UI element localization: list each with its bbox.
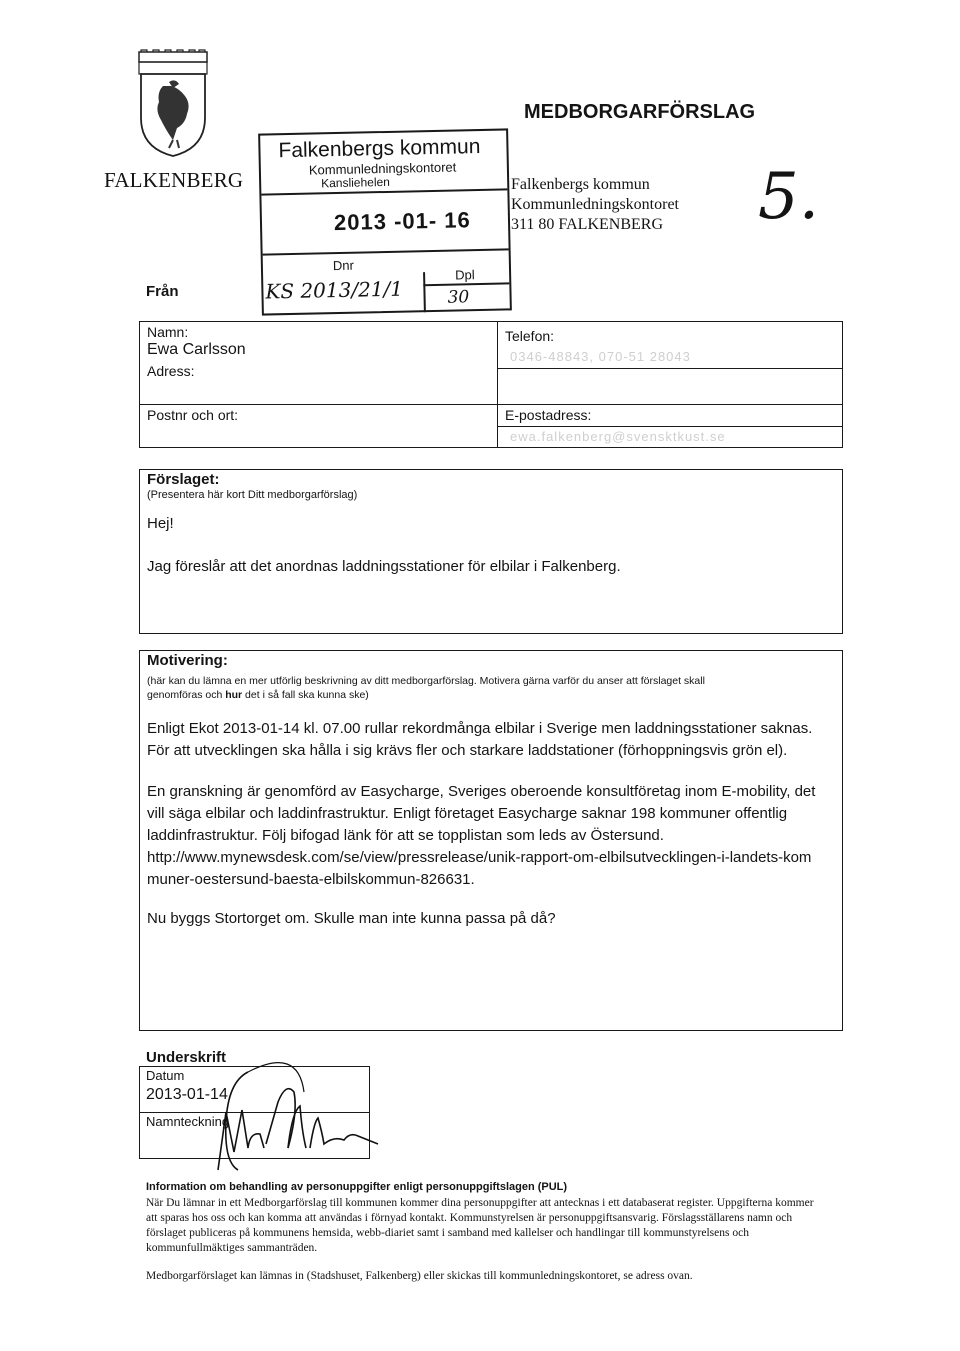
name-value: Ewa Carlsson <box>147 341 246 358</box>
signature-name-label: Namnteckning <box>146 1114 230 1129</box>
motivation-hint-line-1: (här kan du lämna en mer utförlig beskrivning av ditt medborgarförslag. Motivera gärna varför du anser att förslaget skall <box>147 675 705 687</box>
pul-line: kommunfullmäktiges sammanträden. <box>146 1242 318 1254</box>
proposal-greeting: Hej! <box>147 515 174 532</box>
municipality-name: FALKENBERG <box>104 168 244 192</box>
motivation-hint-bold: hur <box>225 689 243 701</box>
stamp-office: Kommunledningskontoret <box>308 159 457 178</box>
stamp-department: Kansliehelen <box>321 174 391 191</box>
motivation-link-line: muner-oestersund-baesta-elbilskommun-826631. <box>147 871 475 888</box>
stamp-date: 2013 -01- 16 <box>333 207 471 236</box>
sender-box-divider <box>497 321 498 448</box>
pul-line: att sparas hos oss och kan komma att användas i förnyad kontakt. Kommunstyrelsen är personuppgiftsansvarig. Förslagsställarens namn och <box>146 1212 793 1224</box>
motivation-line: Enligt Ekot 2013-01-14 kl. 07.00 rullar rekordmånga elbilar i Sverige men laddningsstationer saknas. <box>147 720 813 737</box>
name-label: Namn: <box>147 324 189 340</box>
motivation-hint-line-2 <box>147 689 369 701</box>
signature-heading: Underskrift <box>146 1049 227 1066</box>
motivation-link-line: http://www.mynewsdesk.com/se/view/pressrelease/unik-rapport-om-elbilsutvecklingen-i-landets-kom <box>147 849 812 866</box>
recipient-line-2: Kommunledningskontoret <box>511 196 679 213</box>
date-label: Datum <box>146 1068 185 1083</box>
sender-row-line-3 <box>498 426 843 427</box>
motivation-paragraph-2 <box>147 781 815 891</box>
stamp-dpl-label: Dpl <box>454 267 475 283</box>
sender-row-line-2 <box>139 404 843 405</box>
recipient-line-1: Falkenbergs kommun <box>511 176 650 193</box>
recipient-address <box>511 175 679 235</box>
motivation-line: laddinfrastruktur. Följ bifogad länk för att se topplistan som leds av Östersund. <box>147 827 664 844</box>
proposal-hint: (Presentera här kort Ditt medborgarförslag) <box>147 489 358 501</box>
recipient-line-3: 311 80 FALKENBERG <box>511 216 663 233</box>
submission-note: Medborgarförslaget kan lämnas in (Stadshuset, Falkenberg) eller skickas till kommunledningskontoret, se adress ovan. <box>146 1270 693 1282</box>
pul-line: förslaget publiceras på kommunens hemsida, webb-diariet samt i samband med kallelser och handlingar till kommunstyrelsens och <box>146 1227 749 1239</box>
motivation-line: Nu byggs Stortorget om. Skulle man inte kunna passa på då? <box>147 910 556 927</box>
pul-text <box>146 1196 814 1256</box>
proposal-text: Jag föreslår att det anordnas laddningsstationer för elbilar i Falkenberg. <box>147 558 621 575</box>
form-title: MEDBORGARFÖRSLAG <box>524 101 756 123</box>
pul-heading: Information om behandling av personuppgifter enligt personuppgiftslagen (PUL) <box>146 1181 568 1193</box>
phone-label: Telefon: <box>505 328 555 344</box>
motivation-line: För att utvecklingen ska hålla i sig krävs fler och starkare laddstationer (förhoppningsvis grön el). <box>147 742 788 759</box>
stamp-dpl-value: 30 <box>447 287 470 308</box>
pul-line: När Du lämnar in ett Medborgarförslag till kommunen kommer dina personuppgifter att antecknas i ett databaserat register. Uppgifterna kommer <box>146 1197 814 1209</box>
motivation-paragraph-3 <box>147 908 556 930</box>
motivation-heading: Motivering: <box>147 652 228 669</box>
handwritten-signature <box>178 1052 398 1174</box>
address-label: Adress: <box>147 363 195 379</box>
motivation-line: En granskning är genomförd av Easycharge, Sveriges oberoende konsultföretag inom E-mobility, det <box>147 783 816 800</box>
stamp-municipality: Falkenbergs kommun <box>278 134 481 163</box>
received-stamp <box>258 128 512 315</box>
phone-value: 0346-48843, 070-51 28043 <box>510 349 691 364</box>
stamp-divider-1 <box>261 188 507 195</box>
stamp-divider-2 <box>263 248 509 255</box>
falkenberg-coat-of-arms-logo <box>133 48 213 158</box>
stamp-dnr-label: Dnr <box>332 257 355 274</box>
motivation-paragraph-1 <box>147 718 812 762</box>
postal-label: Postnr och ort: <box>147 407 239 423</box>
from-heading: Från <box>146 283 179 300</box>
sender-row-line-1 <box>498 368 843 369</box>
stamp-divider-3 <box>423 272 426 312</box>
proposal-heading: Förslaget: <box>147 471 220 488</box>
stamp-dnr-value: KS 2013/21/1 <box>265 276 404 304</box>
date-value: 2013-01-14 <box>146 1086 228 1103</box>
handwritten-number: 5. <box>758 160 820 234</box>
email-value: ewa.falkenberg@svensktkust.se <box>510 429 726 444</box>
motivation-hint-part-a: genomföras och <box>147 689 226 701</box>
motivation-line: vill säga elbilar och laddinfrastruktur. Enligt företaget Easycharge saknar 198 kommuner offentlig <box>147 805 788 822</box>
stamp-divider-4 <box>423 282 509 286</box>
email-label: E-postadress: <box>505 407 592 423</box>
motivation-hint-part-b: det i så fall ska kunna ske) <box>242 689 369 701</box>
